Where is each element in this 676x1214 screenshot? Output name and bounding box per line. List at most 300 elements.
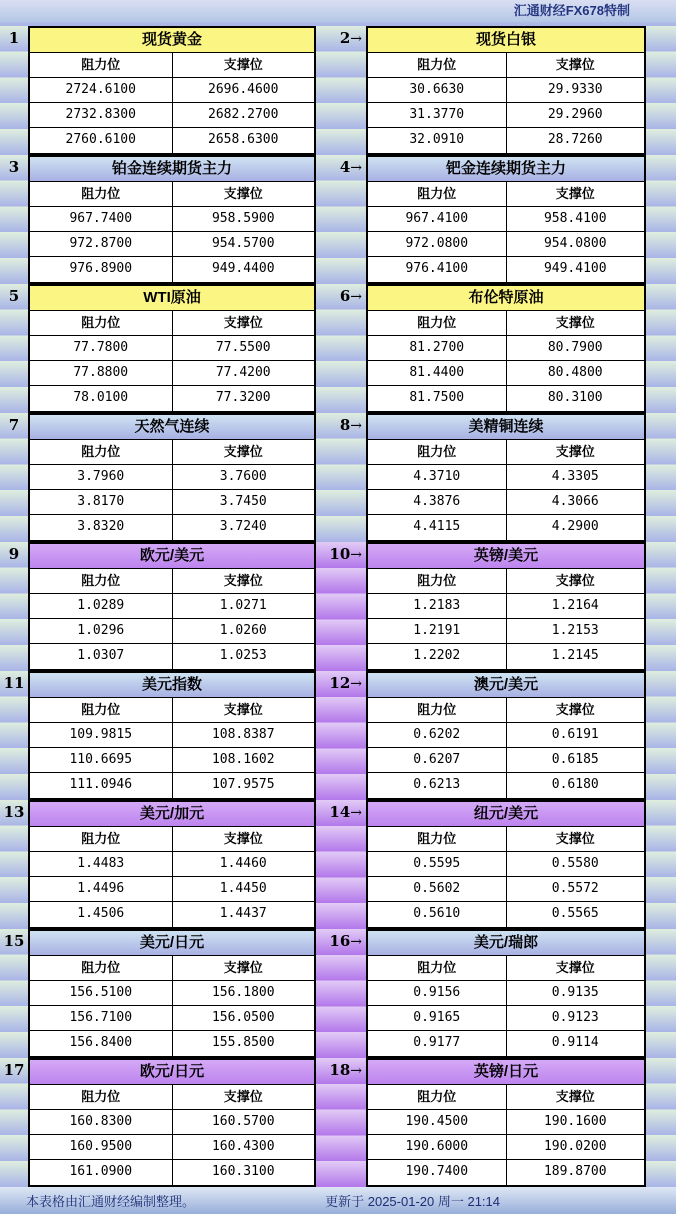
resistance-value: 111.0946 (30, 773, 173, 798)
column-header-row (30, 956, 314, 981)
section-row (0, 26, 676, 155)
value-row (30, 1135, 314, 1160)
section-row (0, 671, 676, 800)
resistance-value: 1.2202 (368, 644, 507, 669)
column-header-row (30, 827, 314, 852)
value-row (30, 78, 314, 103)
value-row (30, 1160, 314, 1185)
support-value: 1.4460 (219, 856, 267, 871)
resistance-header: 阻力位 (30, 698, 173, 722)
section-title: 欧元/日元 (30, 1060, 314, 1085)
resistance-value: 1.4496 (30, 877, 173, 901)
right-margin-strip (646, 413, 676, 542)
resistance-value: 4.4115 (368, 515, 507, 540)
value-row (368, 877, 644, 902)
resistance-value: 0.6213 (368, 773, 507, 798)
gutter-number-cell (316, 671, 366, 800)
value-row (30, 232, 314, 257)
resistance-value: 972.0800 (368, 232, 507, 256)
section-title: 英镑/美元 (368, 544, 644, 569)
section-title: 欧元/美元 (30, 544, 314, 569)
support-value: 1.0260 (219, 623, 267, 638)
resistance-header: 阻力位 (368, 956, 507, 980)
support-value: 29.9330 (547, 82, 603, 97)
support-header: 支撑位 (555, 444, 595, 459)
resistance-value: 1.2183 (368, 594, 507, 618)
resistance-header: 阻力位 (30, 956, 173, 980)
section-title: 美元指数 (30, 673, 314, 698)
resistance-value: 110.6695 (30, 748, 173, 772)
support-value: 80.4800 (547, 365, 603, 380)
right-arrow-icon: → (350, 160, 362, 176)
value-row (30, 981, 314, 1006)
resistance-value: 77.8800 (30, 361, 173, 385)
resistance-value: 967.7400 (30, 207, 173, 231)
column-header-row (368, 956, 644, 981)
footer-note: 本表格由汇通财经编制整理。 (26, 1194, 196, 1209)
value-row (368, 336, 644, 361)
section-table-11 (28, 671, 316, 800)
support-value: 3.7600 (219, 469, 267, 484)
value-row (368, 981, 644, 1006)
value-row (368, 232, 644, 257)
support-value: 0.5580 (551, 856, 599, 871)
column-header-row (368, 827, 644, 852)
value-row (368, 515, 644, 540)
value-row (30, 1006, 314, 1031)
support-value: 156.0500 (211, 1010, 275, 1025)
resistance-value: 160.9500 (30, 1135, 173, 1159)
resistance-value: 161.0900 (30, 1160, 173, 1185)
support-value: 156.1800 (211, 985, 275, 1000)
resistance-value: 972.8700 (30, 232, 173, 256)
support-value: 949.4100 (543, 261, 607, 276)
right-margin-strip (646, 800, 676, 929)
row-number-left: 3 (8, 158, 20, 176)
support-value: 155.8500 (211, 1035, 275, 1050)
support-value: 958.5900 (211, 211, 275, 226)
section-table-12 (366, 671, 646, 800)
support-value: 160.3100 (211, 1164, 275, 1179)
section-table-5 (28, 284, 316, 413)
section-table-6 (366, 284, 646, 413)
support-value: 0.9135 (551, 985, 599, 1000)
section-table-10 (366, 542, 646, 671)
column-header-row (368, 698, 644, 723)
section-table-13 (28, 800, 316, 929)
value-row (30, 207, 314, 232)
row-number-left: 9 (8, 545, 20, 563)
section-title: 钯金连续期货主力 (368, 157, 644, 182)
resistance-value: 109.9815 (30, 723, 173, 747)
support-header: 支撑位 (223, 1089, 263, 1104)
resistance-value: 1.0307 (30, 644, 173, 669)
resistance-value: 30.6630 (368, 78, 507, 102)
section-row (0, 155, 676, 284)
section-row (0, 1058, 676, 1187)
gutter-number: 14 (329, 803, 351, 821)
support-value: 958.4100 (543, 211, 607, 226)
right-margin-strip (646, 929, 676, 1058)
right-arrow-icon: → (350, 805, 362, 821)
gutter-number: 10 (329, 545, 351, 563)
value-row (368, 773, 644, 798)
value-row (30, 386, 314, 411)
support-header: 支撑位 (555, 186, 595, 201)
right-arrow-icon: → (350, 418, 362, 434)
column-header-row (368, 569, 644, 594)
support-value: 1.2145 (551, 648, 599, 663)
gutter-number-cell (316, 542, 366, 671)
sections-grid (0, 26, 676, 1187)
value-row (30, 128, 314, 153)
value-row (368, 1135, 644, 1160)
value-row (30, 644, 314, 669)
section-table-16 (366, 929, 646, 1058)
support-value: 949.4400 (211, 261, 275, 276)
section-table-1 (28, 26, 316, 155)
section-title: 铂金连续期货主力 (30, 157, 314, 182)
resistance-value: 77.7800 (30, 336, 173, 360)
gutter-number-cell (316, 413, 366, 542)
value-row (30, 877, 314, 902)
section-table-9 (28, 542, 316, 671)
value-row (368, 902, 644, 927)
section-title: 天然气连续 (30, 415, 314, 440)
support-value: 1.2153 (551, 623, 599, 638)
resistance-header: 阻力位 (368, 569, 507, 593)
value-row (368, 1006, 644, 1031)
footer-updated-timestamp: 更新于 2025-01-20 周一 21:14 (325, 1194, 500, 1209)
gutter-number-cell (316, 1058, 366, 1187)
resistance-value: 1.0289 (30, 594, 173, 618)
right-arrow-icon: → (350, 1063, 362, 1079)
resistance-header: 阻力位 (368, 440, 507, 464)
section-title: 美精铜连续 (368, 415, 644, 440)
section-row (0, 413, 676, 542)
support-value: 160.5700 (211, 1114, 275, 1129)
support-value: 107.9575 (211, 777, 275, 792)
value-row (30, 619, 314, 644)
resistance-value: 976.8900 (30, 257, 173, 282)
column-header-row (30, 440, 314, 465)
column-header-row (30, 698, 314, 723)
resistance-header: 阻力位 (368, 311, 507, 335)
value-row (30, 465, 314, 490)
value-row (368, 644, 644, 669)
support-value: 77.4200 (215, 365, 271, 380)
resistance-value: 1.4506 (30, 902, 173, 927)
section-table-8 (366, 413, 646, 542)
row-number-left: 15 (3, 932, 25, 950)
resistance-value: 967.4100 (368, 207, 507, 231)
value-row (368, 207, 644, 232)
support-value: 190.1600 (543, 1114, 607, 1129)
support-header: 支撑位 (555, 702, 595, 717)
resistance-value: 2724.6100 (30, 78, 173, 102)
support-header: 支撑位 (223, 831, 263, 846)
resistance-value: 1.0296 (30, 619, 173, 643)
support-value: 0.9123 (551, 1010, 599, 1025)
column-header-row (30, 311, 314, 336)
support-value: 1.4450 (219, 881, 267, 896)
resistance-value: 156.5100 (30, 981, 173, 1005)
value-row (368, 78, 644, 103)
gutter-number: 4 (339, 158, 351, 176)
row-number-left: 7 (8, 416, 20, 434)
row-number-left: 1 (8, 29, 20, 47)
section-title: 现货白银 (368, 28, 644, 53)
value-row (30, 1031, 314, 1056)
support-header: 支撑位 (555, 831, 595, 846)
section-table-4 (366, 155, 646, 284)
gutter-number-cell (316, 284, 366, 413)
gutter-number: 16 (329, 932, 351, 950)
value-row (30, 336, 314, 361)
resistance-header: 阻力位 (368, 827, 507, 851)
resistance-value: 0.5602 (368, 877, 507, 901)
support-value: 189.8700 (543, 1164, 607, 1179)
column-header-row (368, 1085, 644, 1110)
value-row (368, 490, 644, 515)
support-value: 1.0271 (219, 598, 267, 613)
right-arrow-icon: → (350, 934, 362, 950)
section-title: WTI原油 (30, 286, 314, 311)
resistance-header: 阻力位 (368, 1085, 507, 1109)
support-value: 0.6180 (551, 777, 599, 792)
section-title: 布伦特原油 (368, 286, 644, 311)
row-number-left: 13 (3, 803, 25, 821)
support-header: 支撑位 (223, 960, 263, 975)
resistance-header: 阻力位 (30, 569, 173, 593)
resistance-value: 190.6000 (368, 1135, 507, 1159)
support-value: 1.2164 (551, 598, 599, 613)
support-value: 29.2960 (547, 107, 603, 122)
support-header: 支撑位 (223, 57, 263, 72)
resistance-header: 阻力位 (30, 1085, 173, 1109)
value-row (368, 1031, 644, 1056)
section-title: 澳元/美元 (368, 673, 644, 698)
value-row (368, 257, 644, 282)
page-footer (0, 1187, 676, 1214)
column-header-row (30, 1085, 314, 1110)
resistance-value: 156.7100 (30, 1006, 173, 1030)
resistance-value: 190.7400 (368, 1160, 507, 1185)
support-value: 0.6185 (551, 752, 599, 767)
support-value: 160.4300 (211, 1139, 275, 1154)
column-header-row (30, 569, 314, 594)
support-value: 1.0253 (219, 648, 267, 663)
brand-label: 汇通财经FX678特制 (513, 3, 630, 18)
support-value: 77.3200 (215, 390, 271, 405)
resistance-value: 0.5595 (368, 852, 507, 876)
support-value: 108.8387 (211, 727, 275, 742)
resistance-value: 2732.8300 (30, 103, 173, 127)
resistance-value: 2760.6100 (30, 128, 173, 153)
section-title: 现货黄金 (30, 28, 314, 53)
right-margin-strip (646, 1058, 676, 1187)
resistance-value: 78.0100 (30, 386, 173, 411)
support-value: 108.1602 (211, 752, 275, 767)
resistance-value: 81.7500 (368, 386, 507, 411)
gutter-number-cell (316, 929, 366, 1058)
support-value: 954.5700 (211, 236, 275, 251)
right-arrow-icon: → (350, 289, 362, 305)
right-margin-strip (646, 284, 676, 413)
column-header-row (30, 53, 314, 78)
value-row (368, 723, 644, 748)
value-row (30, 515, 314, 540)
resistance-value: 31.3770 (368, 103, 507, 127)
value-row (30, 852, 314, 877)
section-table-3 (28, 155, 316, 284)
section-row (0, 800, 676, 929)
support-value: 28.7260 (547, 132, 603, 147)
section-row (0, 929, 676, 1058)
support-value: 80.7900 (547, 340, 603, 355)
resistance-header: 阻力位 (30, 53, 173, 77)
support-value: 0.6191 (551, 727, 599, 742)
value-row (368, 748, 644, 773)
resistance-value: 3.8170 (30, 490, 173, 514)
support-value: 2682.2700 (208, 107, 279, 122)
value-row (368, 1160, 644, 1185)
gutter-number: 6 (339, 287, 351, 305)
support-header: 支撑位 (555, 315, 595, 330)
right-margin-strip (646, 26, 676, 155)
resistance-value: 976.4100 (368, 257, 507, 282)
value-row (30, 594, 314, 619)
section-table-15 (28, 929, 316, 1058)
section-title: 美元/瑞郎 (368, 931, 644, 956)
resistance-value: 3.7960 (30, 465, 173, 489)
resistance-value: 0.6207 (368, 748, 507, 772)
resistance-header: 阻力位 (30, 311, 173, 335)
value-row (30, 748, 314, 773)
value-row (30, 361, 314, 386)
column-header-row (368, 182, 644, 207)
resistance-value: 81.2700 (368, 336, 507, 360)
resistance-value: 4.3876 (368, 490, 507, 514)
support-value: 4.3305 (551, 469, 599, 484)
section-table-7 (28, 413, 316, 542)
value-row (30, 902, 314, 927)
value-row (368, 594, 644, 619)
support-value: 4.3066 (551, 494, 599, 509)
right-margin-strip (646, 671, 676, 800)
right-arrow-icon: → (350, 676, 362, 692)
gutter-number-cell (316, 26, 366, 155)
support-header: 支撑位 (555, 573, 595, 588)
section-table-14 (366, 800, 646, 929)
gutter-number-cell (316, 800, 366, 929)
support-header: 支撑位 (223, 573, 263, 588)
section-title: 纽元/美元 (368, 802, 644, 827)
right-margin-strip (646, 155, 676, 284)
support-header: 支撑位 (223, 186, 263, 201)
section-title: 美元/日元 (30, 931, 314, 956)
section-table-17 (28, 1058, 316, 1187)
support-value: 954.0800 (543, 236, 607, 251)
value-row (368, 361, 644, 386)
app-header (0, 0, 676, 22)
right-arrow-icon: → (350, 547, 362, 563)
value-row (30, 773, 314, 798)
resistance-value: 3.8320 (30, 515, 173, 540)
support-header: 支撑位 (223, 702, 263, 717)
resistance-value: 0.6202 (368, 723, 507, 747)
value-row (368, 852, 644, 877)
support-value: 3.7450 (219, 494, 267, 509)
resistance-value: 190.4500 (368, 1110, 507, 1134)
support-value: 80.3100 (547, 390, 603, 405)
resistance-value: 0.9165 (368, 1006, 507, 1030)
support-header: 支撑位 (223, 444, 263, 459)
value-row (30, 490, 314, 515)
gutter-number: 12 (329, 674, 351, 692)
value-row (368, 619, 644, 644)
section-title: 美元/加元 (30, 802, 314, 827)
gutter-number-cell (316, 155, 366, 284)
value-row (368, 1110, 644, 1135)
column-header-row (30, 182, 314, 207)
support-value: 0.5572 (551, 881, 599, 896)
column-header-row (368, 53, 644, 78)
value-row (368, 386, 644, 411)
row-number-left: 11 (3, 674, 25, 692)
gutter-number: 8 (339, 416, 351, 434)
value-row (368, 465, 644, 490)
support-header: 支撑位 (555, 57, 595, 72)
section-title: 英镑/日元 (368, 1060, 644, 1085)
resistance-value: 1.4483 (30, 852, 173, 876)
support-value: 0.5565 (551, 906, 599, 921)
resistance-header: 阻力位 (368, 53, 507, 77)
support-value: 2658.6300 (208, 132, 279, 147)
resistance-header: 阻力位 (30, 182, 173, 206)
support-value: 3.7240 (219, 519, 267, 534)
support-header: 支撑位 (223, 315, 263, 330)
section-row (0, 284, 676, 413)
gutter-number: 18 (329, 1061, 351, 1079)
resistance-value: 0.9177 (368, 1031, 507, 1056)
resistance-value: 0.9156 (368, 981, 507, 1005)
value-row (368, 103, 644, 128)
support-value: 1.4437 (219, 906, 267, 921)
resistance-header: 阻力位 (368, 182, 507, 206)
gutter-number: 2 (339, 29, 351, 47)
section-table-2 (366, 26, 646, 155)
resistance-value: 81.4400 (368, 361, 507, 385)
section-table-18 (366, 1058, 646, 1187)
value-row (30, 257, 314, 282)
row-number-left: 5 (8, 287, 20, 305)
value-row (30, 1110, 314, 1135)
section-row (0, 542, 676, 671)
support-header: 支撑位 (555, 1089, 595, 1104)
value-row (30, 103, 314, 128)
resistance-value: 160.8300 (30, 1110, 173, 1134)
right-arrow-icon: → (350, 31, 362, 47)
support-header: 支撑位 (555, 960, 595, 975)
support-value: 77.5500 (215, 340, 271, 355)
support-value: 190.0200 (543, 1139, 607, 1154)
value-row (30, 723, 314, 748)
row-number-left: 17 (3, 1061, 25, 1079)
column-header-row (368, 311, 644, 336)
column-header-row (368, 440, 644, 465)
resistance-header: 阻力位 (30, 827, 173, 851)
